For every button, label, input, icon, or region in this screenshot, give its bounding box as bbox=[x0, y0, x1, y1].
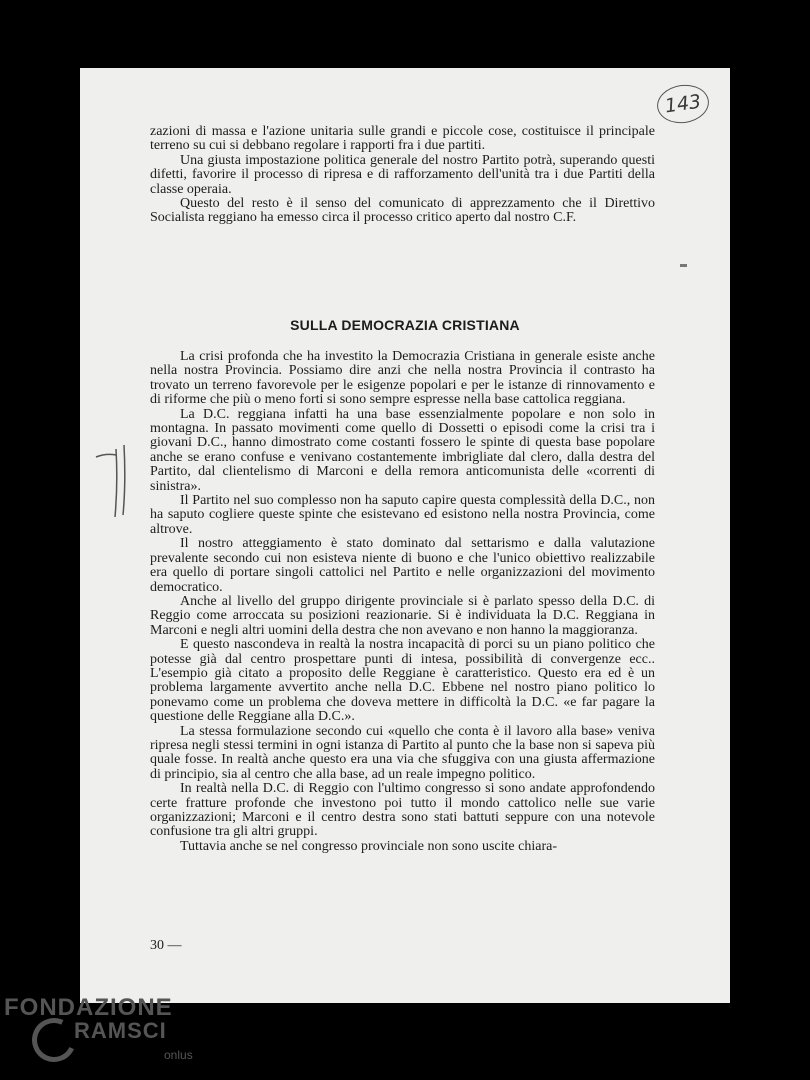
paragraph: Il Partito nel suo complesso non ha saputo capire questa complessità della D.C., non ha saputo cogliere queste spinte che esistevano ed esistono nella nostra Provincia, come altrove. bbox=[150, 493, 655, 537]
archive-number-stamp: 143 bbox=[655, 82, 712, 127]
paragraph: E questo nascondeva in realtà la nostra incapacità di porci su un piano politico che potesse già dal centro prospettare punti di intesa, possibilità di convergenze ecc.. L'esempio già citato a proposito delle Reggiane è caratteristico. Questo era ed è un problema largamente avvertito anche nella D.C. Ebbene nel nostro piano politico lo ponevamo come un problema che doveva mettere in difficoltà la D.C. «e far pagare la questione delle Reggiane alla D.C.». bbox=[150, 637, 655, 725]
paragraph: Tuttavia anche se nel congresso provinciale non sono uscite chiara- bbox=[180, 838, 557, 854]
paragraph: Questo del resto è il senso del comunicato di apprezzamento che il Direttivo Socialista reggiano ha emesso circa il processo critico aperto dal nostro C.F. bbox=[150, 196, 655, 226]
paragraph: La crisi profonda che ha investito la Democrazia Cristiana in generale esiste anche nella nostra Provincia. Possiamo dire anzi che nella nostra Provincia il contrasto ha trovato un terreno favorevole per le esigenze popolari e per le istanze di rinnovamento e di riforme che più o meno forti si sono sempre espresse nella base cattolica reggiana. bbox=[150, 349, 655, 408]
watermark-logo bbox=[4, 988, 204, 1068]
top-text-block bbox=[150, 125, 655, 226]
paragraph: zazioni di massa e l'azione unitaria sulle grandi e piccole cose, costituisce il principale terreno su cui si debbano regolare i rapporti fra i due partiti. bbox=[150, 124, 655, 154]
logo-text-line1: FONDAZIONE bbox=[4, 994, 173, 1021]
section-heading: SULLA DEMOCRAZIA CRISTIANA bbox=[290, 317, 520, 333]
logo-suffix: onlus bbox=[164, 1048, 193, 1062]
main-text-block bbox=[150, 350, 655, 854]
paragraph: Una giusta impostazione politica generale del nostro Partito potrà, superando questi difetti, favorire il processo di ripresa e di rafforzamento dell'unità tra i due Partiti della classe operaia. bbox=[150, 152, 655, 197]
margin-pencil-mark bbox=[94, 443, 134, 523]
scan-speck bbox=[680, 264, 687, 267]
paragraph: In realtà nella D.C. di Reggio con l'ultimo congresso si sono andate approfondendo certe fratture profonde che investono poi tutto il mondo cattolico nelle sue varie organizzazioni; Marconi e il centro destra sono stati battuti seppure con una notevole confusione tra gli altri gruppi. bbox=[150, 781, 655, 840]
paragraph: Anche al livello del gruppo dirigente provinciale si è parlato spesso della D.C. di Reggio come arroccata su posizioni reazionarie. Si è individuata la D.C. Reggiana in Marconi e negli altri uomini della destra che non avevano e non hanno la maggioranza. bbox=[150, 593, 655, 638]
paragraph: Il nostro atteggiamento è stato dominato dal settarismo e dalla valutazione prevalente secondo cui non esisteva niente di buono e che l'unico obiettivo realizzabile era quello di portare singoli cattolici nel Partito e nelle organizzazioni del movimento democratico. bbox=[150, 536, 655, 595]
document-page bbox=[80, 68, 730, 1003]
paragraph: La D.C. reggiana infatti ha una base essenzialmente popolare e non solo in montagna. In passato movimenti come quello di Dossetti o episodi come la crisi tra i giovani D.C., hanno dimostrato come costanti fossero le spinte di questa base popolare anche se erano confuse e venivano costantemente imbrigliate dal clero, dalla destra del Partito, dal clientelismo di Marconi e della remora anticomunista delle «correnti di sinistra». bbox=[150, 406, 655, 494]
paragraph: La stessa formulazione secondo cui «quello che conta è il lavoro alla base» veniva ripresa negli stessi termini in ogni istanza di Partito al punto che la base non si sapeva più quale fosse. In realtà anche questo era una via che sfuggiva con una giusta affermazione di principio, sia al centro che alla base, ad un reale impegno politico. bbox=[150, 723, 655, 782]
page-number: 30 — bbox=[150, 938, 182, 953]
logo-text-line2: RAMSCI bbox=[74, 1018, 167, 1043]
